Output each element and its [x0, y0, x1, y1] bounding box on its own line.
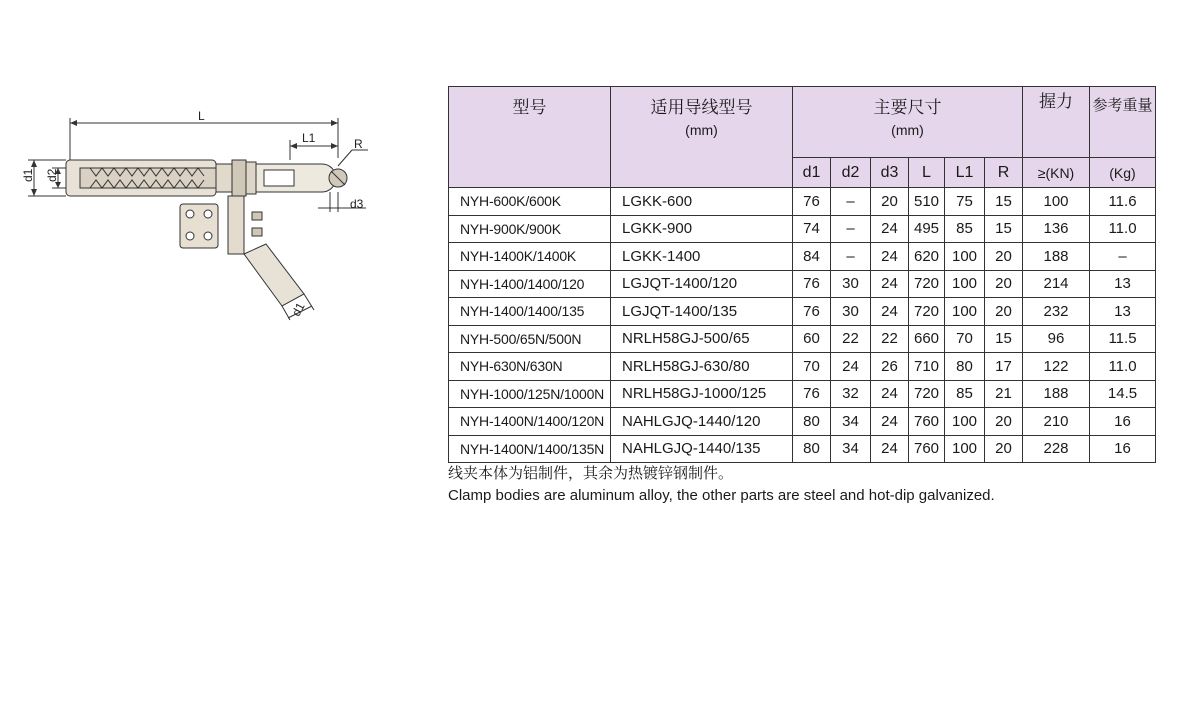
- cell-L1: 75: [945, 188, 985, 216]
- cell-weight: 11.5: [1090, 325, 1156, 353]
- cell-weight: 13: [1090, 298, 1156, 326]
- cell-d1: 70: [793, 353, 831, 381]
- cell-L1: 100: [945, 298, 985, 326]
- header-L: L: [909, 158, 945, 188]
- dim-label-L1: L1: [302, 131, 316, 145]
- cell-model: NYH-500/65N/500N: [449, 325, 611, 353]
- table-row: [449, 408, 1156, 436]
- header-model: 型号: [449, 87, 611, 188]
- cell-d2: 34: [831, 408, 871, 436]
- cell-grip: 232: [1023, 298, 1090, 326]
- header-dims: 主要尺寸 (mm): [793, 87, 1023, 158]
- cell-d2: 30: [831, 298, 871, 326]
- cell-L: 620: [909, 243, 945, 271]
- table-row: [449, 298, 1156, 326]
- cell-d2: 32: [831, 380, 871, 408]
- cell-R: 15: [985, 215, 1023, 243]
- cell-model: NYH-1400/1400/120: [449, 270, 611, 298]
- cell-L: 720: [909, 380, 945, 408]
- cell-d2: 24: [831, 353, 871, 381]
- cell-d1: 76: [793, 188, 831, 216]
- cell-d2: 30: [831, 270, 871, 298]
- header-conductor: 适用导线型号 (mm): [611, 87, 793, 188]
- cell-d3: 20: [871, 188, 909, 216]
- cell-L1: 80: [945, 353, 985, 381]
- cell-d2: –: [831, 215, 871, 243]
- spec-table: [448, 86, 1156, 463]
- cell-d3: 22: [871, 325, 909, 353]
- cell-R: 15: [985, 188, 1023, 216]
- cell-R: 20: [985, 298, 1023, 326]
- cell-conductor: NRLH58GJ-1000/125: [611, 380, 793, 408]
- cell-L1: 100: [945, 270, 985, 298]
- cell-L: 660: [909, 325, 945, 353]
- cell-d2: 22: [831, 325, 871, 353]
- cell-grip: 122: [1023, 353, 1090, 381]
- dim-label-d1: d1: [21, 168, 35, 182]
- cell-R: 15: [985, 325, 1023, 353]
- cell-d3: 24: [871, 380, 909, 408]
- cell-conductor: LGJQT-1400/135: [611, 298, 793, 326]
- cell-L1: 100: [945, 435, 985, 463]
- header-R: R: [985, 158, 1023, 188]
- cell-R: 17: [985, 353, 1023, 381]
- cell-weight: 14.5: [1090, 380, 1156, 408]
- cell-grip: 100: [1023, 188, 1090, 216]
- cell-model: NYH-1400/1400/135: [449, 298, 611, 326]
- table-row: [449, 270, 1156, 298]
- cell-conductor: LGKK-1400: [611, 243, 793, 271]
- cell-d1: 76: [793, 270, 831, 298]
- cell-conductor: NRLH58GJ-500/65: [611, 325, 793, 353]
- cell-d3: 24: [871, 270, 909, 298]
- cell-grip: 188: [1023, 243, 1090, 271]
- cell-d1: 80: [793, 408, 831, 436]
- cell-d2: –: [831, 188, 871, 216]
- cell-d1: 84: [793, 243, 831, 271]
- cell-L1: 100: [945, 408, 985, 436]
- table-row: [449, 380, 1156, 408]
- note-english: Clamp bodies are aluminum alloy, the other parts are steel and hot-dip galvanized.: [448, 487, 995, 504]
- cell-d1: 76: [793, 380, 831, 408]
- cell-conductor: NRLH58GJ-630/80: [611, 353, 793, 381]
- cell-L: 710: [909, 353, 945, 381]
- spec-table-body: [449, 188, 1156, 463]
- cell-L: 760: [909, 408, 945, 436]
- table-row: [449, 353, 1156, 381]
- cell-weight: –: [1090, 243, 1156, 271]
- cell-conductor: LGKK-600: [611, 188, 793, 216]
- header-grip: 握力: [1023, 87, 1090, 158]
- cell-L: 720: [909, 270, 945, 298]
- dim-label-d2: d2: [45, 168, 59, 182]
- header-d3: d3: [871, 158, 909, 188]
- cell-d3: 24: [871, 215, 909, 243]
- cell-L: 495: [909, 215, 945, 243]
- table-row: [449, 435, 1156, 463]
- header-d2: d2: [831, 158, 871, 188]
- header-grip-unit: ≥(KN): [1023, 158, 1090, 188]
- cell-model: NYH-1400K/1400K: [449, 243, 611, 271]
- cell-weight: 13: [1090, 270, 1156, 298]
- table-row: [449, 188, 1156, 216]
- clamp-diagram: [0, 80, 440, 340]
- cell-model: NYH-1400N/1400/120N: [449, 408, 611, 436]
- cell-d1: 74: [793, 215, 831, 243]
- cell-d2: –: [831, 243, 871, 271]
- table-row: [449, 325, 1156, 353]
- cell-d2: 34: [831, 435, 871, 463]
- cell-conductor: LGJQT-1400/120: [611, 270, 793, 298]
- cell-d3: 24: [871, 408, 909, 436]
- dim-label-L: L: [198, 109, 205, 123]
- cell-L1: 85: [945, 215, 985, 243]
- cell-weight: 11.0: [1090, 353, 1156, 381]
- cell-d3: 24: [871, 298, 909, 326]
- cell-conductor: LGKK-900: [611, 215, 793, 243]
- cell-conductor: NAHLGJQ-1440/120: [611, 408, 793, 436]
- cell-d3: 24: [871, 243, 909, 271]
- cell-conductor: NAHLGJQ-1440/135: [611, 435, 793, 463]
- cell-L: 720: [909, 298, 945, 326]
- cell-R: 20: [985, 243, 1023, 271]
- note-chinese: 线夹本体为铝制件，其余为热镀锌钢制件。: [448, 465, 734, 482]
- dim-label-d1-outlet: d1: [289, 300, 308, 319]
- cell-R: 20: [985, 435, 1023, 463]
- cell-grip: 96: [1023, 325, 1090, 353]
- cell-weight: 16: [1090, 408, 1156, 436]
- cell-L: 510: [909, 188, 945, 216]
- cell-L1: 70: [945, 325, 985, 353]
- header-weight-unit: (Kg): [1090, 158, 1156, 188]
- header-L1: L1: [945, 158, 985, 188]
- cell-d1: 80: [793, 435, 831, 463]
- cell-weight: 16: [1090, 435, 1156, 463]
- cell-L1: 85: [945, 380, 985, 408]
- cell-grip: 136: [1023, 215, 1090, 243]
- cell-R: 20: [985, 270, 1023, 298]
- cell-grip: 214: [1023, 270, 1090, 298]
- dim-label-d3: d3: [350, 197, 364, 211]
- cell-model: NYH-900K/900K: [449, 215, 611, 243]
- cell-model: NYH-1000/125N/1000N: [449, 380, 611, 408]
- cell-L: 760: [909, 435, 945, 463]
- cell-grip: 210: [1023, 408, 1090, 436]
- header-weight: 参考重量: [1090, 87, 1156, 158]
- cell-model: NYH-1400N/1400/135N: [449, 435, 611, 463]
- cell-d1: 76: [793, 298, 831, 326]
- cell-d3: 24: [871, 435, 909, 463]
- cell-grip: 188: [1023, 380, 1090, 408]
- cell-weight: 11.6: [1090, 188, 1156, 216]
- cell-model: NYH-630N/630N: [449, 353, 611, 381]
- cell-R: 20: [985, 408, 1023, 436]
- cell-grip: 228: [1023, 435, 1090, 463]
- header-d1: d1: [793, 158, 831, 188]
- dim-label-R: R: [354, 137, 363, 151]
- cell-model: NYH-600K/600K: [449, 188, 611, 216]
- cell-weight: 11.0: [1090, 215, 1156, 243]
- table-row: [449, 215, 1156, 243]
- cell-d3: 26: [871, 353, 909, 381]
- table-row: [449, 243, 1156, 271]
- cell-d1: 60: [793, 325, 831, 353]
- cell-R: 21: [985, 380, 1023, 408]
- cell-L1: 100: [945, 243, 985, 271]
